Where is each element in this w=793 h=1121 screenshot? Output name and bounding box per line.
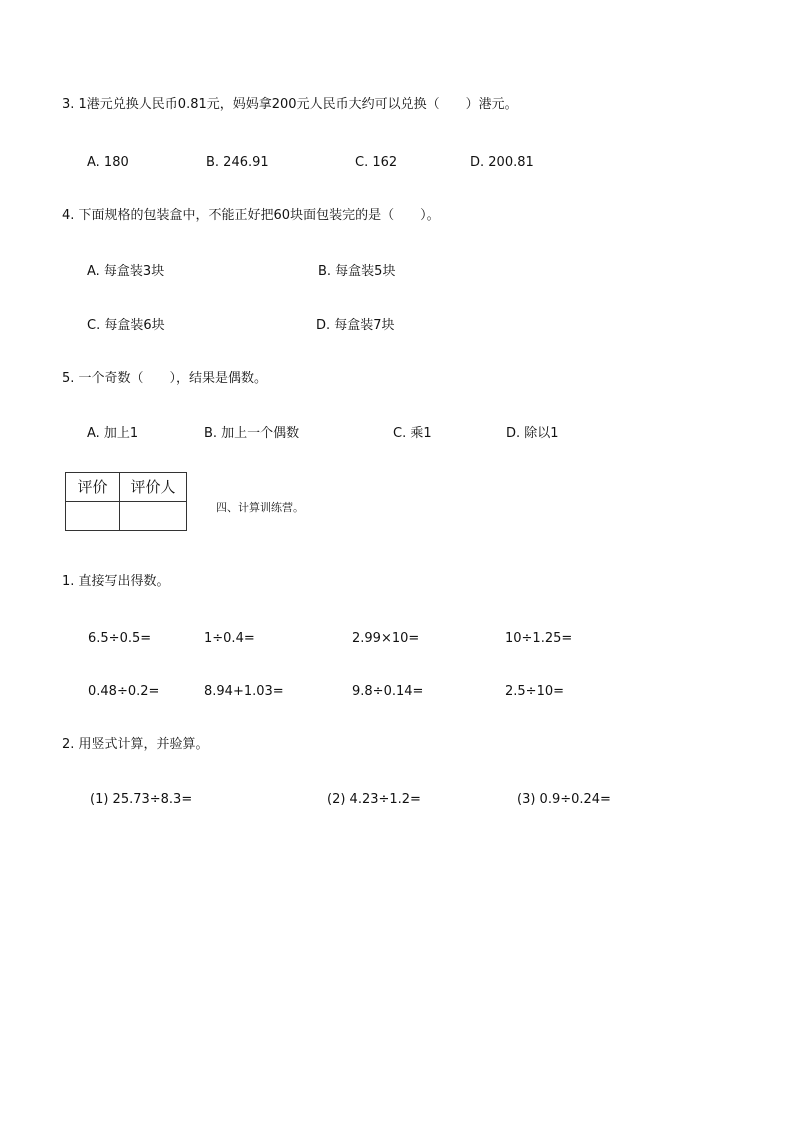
calc-row1-item2: 1÷0.4=: [204, 631, 255, 646]
calc-row1-item1: 6.5÷0.5=: [88, 631, 152, 646]
question-3-option-a: A. 180: [87, 155, 129, 170]
evaluation-table: [65, 472, 187, 531]
calc-row2-item3: 9.8÷0.14=: [352, 684, 424, 699]
question-5-option-c: C. 乘1: [393, 426, 432, 441]
evaluation-header-score: 评价: [66, 473, 120, 502]
question-5-stem: 5. 一个奇数（ ），结果是偶数。: [62, 371, 268, 386]
evaluation-score-cell[interactable]: [66, 502, 120, 531]
question-3-option-c: C. 162: [355, 155, 398, 170]
part-2-stem: 2. 用竖式计算，并验算。: [62, 737, 209, 752]
calc-row2-item1: 0.48÷0.2=: [88, 684, 160, 699]
question-3-option-b: B. 246.91: [206, 155, 269, 170]
question-5-option-d: D. 除以1: [506, 426, 559, 441]
section-four-heading: 四、计算训练营。: [216, 501, 304, 514]
question-3-stem: 3. 1港元兑换人民币0.81元，妈妈拿200元人民币大约可以兑换（ ）港元。: [62, 97, 518, 112]
question-4-option-a: A. 每盒装3块: [87, 264, 165, 279]
calc-row1-item4: 10÷1.25=: [505, 631, 573, 646]
question-5-option-a: A. 加上1: [87, 426, 139, 441]
question-4-option-c: C. 每盒装6块: [87, 318, 165, 333]
vertical-calc-item1: (1) 25.73÷8.3=: [90, 792, 193, 807]
calc-row2-item4: 2.5÷10=: [505, 684, 565, 699]
part-1-stem: 1. 直接写出得数。: [62, 574, 170, 589]
question-4-option-d: D. 每盒装7块: [316, 318, 395, 333]
evaluation-header-evaluator: 评价人: [120, 473, 187, 502]
question-5-option-b: B. 加上一个偶数: [204, 426, 300, 441]
calc-row1-item3: 2.99×10=: [352, 631, 420, 646]
calc-row2-item2: 8.94+1.03=: [204, 684, 284, 699]
vertical-calc-item2: (2) 4.23÷1.2=: [327, 792, 421, 807]
question-4-stem: 4. 下面规格的包装盒中，不能正好把60块面包装完的是（ ）。: [62, 208, 440, 223]
question-3-option-d: D. 200.81: [470, 155, 534, 170]
evaluation-evaluator-cell[interactable]: [120, 502, 187, 531]
vertical-calc-item3: (3) 0.9÷0.24=: [517, 792, 611, 807]
question-4-option-b: B. 每盒装5块: [318, 264, 396, 279]
